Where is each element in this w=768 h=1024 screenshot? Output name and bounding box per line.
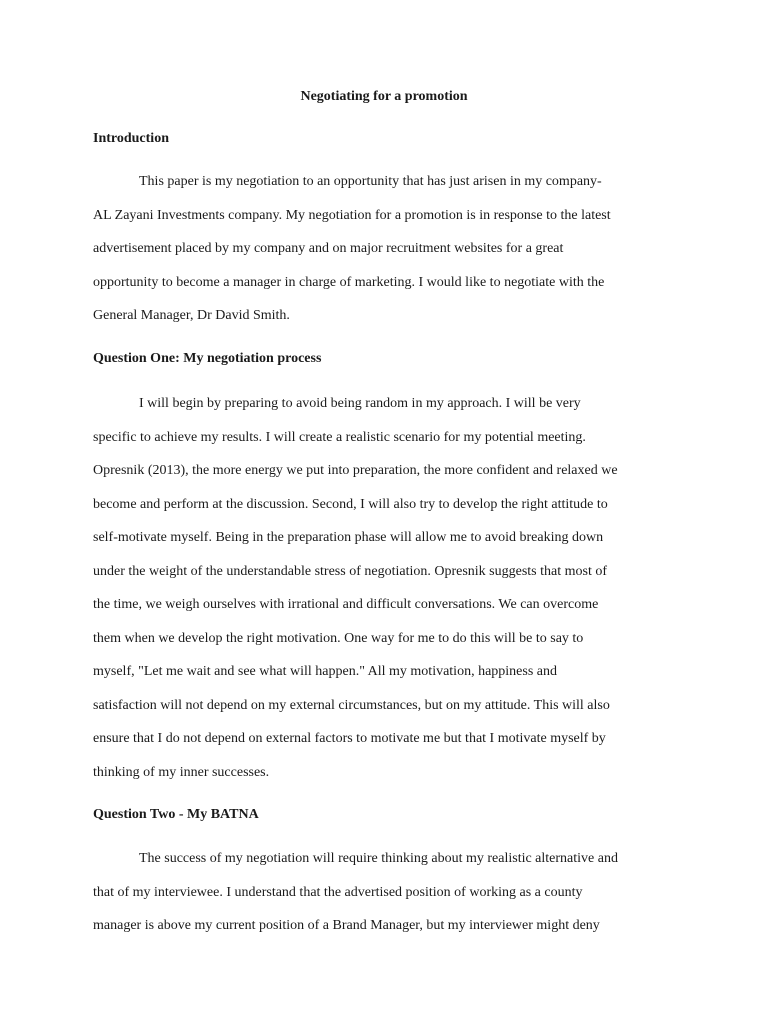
section-heading-question-two: Question Two - My BATNA	[93, 807, 259, 822]
section-heading-question-one: Question One: My negotiation process	[93, 351, 322, 366]
paragraph-line: the time, we weigh ourselves with irrational and difficult conversations. We can overcome	[93, 597, 599, 612]
paragraph-line: that of my interviewee. I understand that the advertised position of working as a county	[93, 884, 583, 900]
paragraph-line: ensure that I do not depend on external factors to motivate me but that I motivate myself by	[93, 731, 606, 746]
paragraph-line: become and perform at the discussion. Second, I will also try to develop the right attitude to	[93, 496, 608, 512]
paragraph-question-two	[93, 842, 668, 943]
paragraph-line: General Manager, Dr David Smith.	[93, 308, 290, 323]
paragraph-line: opportunity to become a manager in charge of marketing. I would like to negotiate with the	[93, 274, 605, 290]
paragraph-line: The success of my negotiation will require thinking about my realistic alternative and	[139, 851, 618, 866]
paragraph-line: AL Zayani Investments company. My negotiation for a promotion is in response to the latest	[93, 207, 611, 223]
paragraph-line: self-motivate myself. Being in the preparation phase will allow me to avoid breaking down	[93, 530, 604, 545]
paragraph-line: thinking of my inner successes.	[93, 764, 270, 780]
paragraph-line: manager is above my current position of a Brand Manager, but my interviewer might deny	[93, 918, 600, 933]
paragraph-introduction	[93, 165, 668, 333]
section-heading-introduction: Introduction	[93, 131, 169, 146]
paragraph-question-one	[93, 387, 668, 789]
paragraph-line: advertisement placed by my company and on major recruitment websites for a great	[93, 241, 564, 256]
document-title: Negotiating for a promotion	[300, 89, 468, 104]
paragraph-line: myself, "Let me wait and see what will happen." All my motivation, happiness and	[93, 664, 558, 679]
paragraph-line: under the weight of the understandable stress of negotiation. Opresnik suggests that most of	[93, 563, 608, 579]
paragraph-line: them when we develop the right motivation. One way for me to do this will be to say to	[93, 630, 584, 646]
paragraph-line: This paper is my negotiation to an opportunity that has just arisen in my company-	[139, 174, 602, 189]
paragraph-line: specific to achieve my results. I will create a realistic scenario for my potential meeting.	[93, 429, 586, 445]
paragraph-line: Opresnik (2013), the more energy we put into preparation, the more confident and relaxed we	[93, 463, 618, 478]
paragraph-line: satisfaction will not depend on my external circumstances, but on my attitude. This will also	[93, 697, 610, 713]
paragraph-line: I will begin by preparing to avoid being random in my approach. I will be very	[139, 396, 581, 411]
